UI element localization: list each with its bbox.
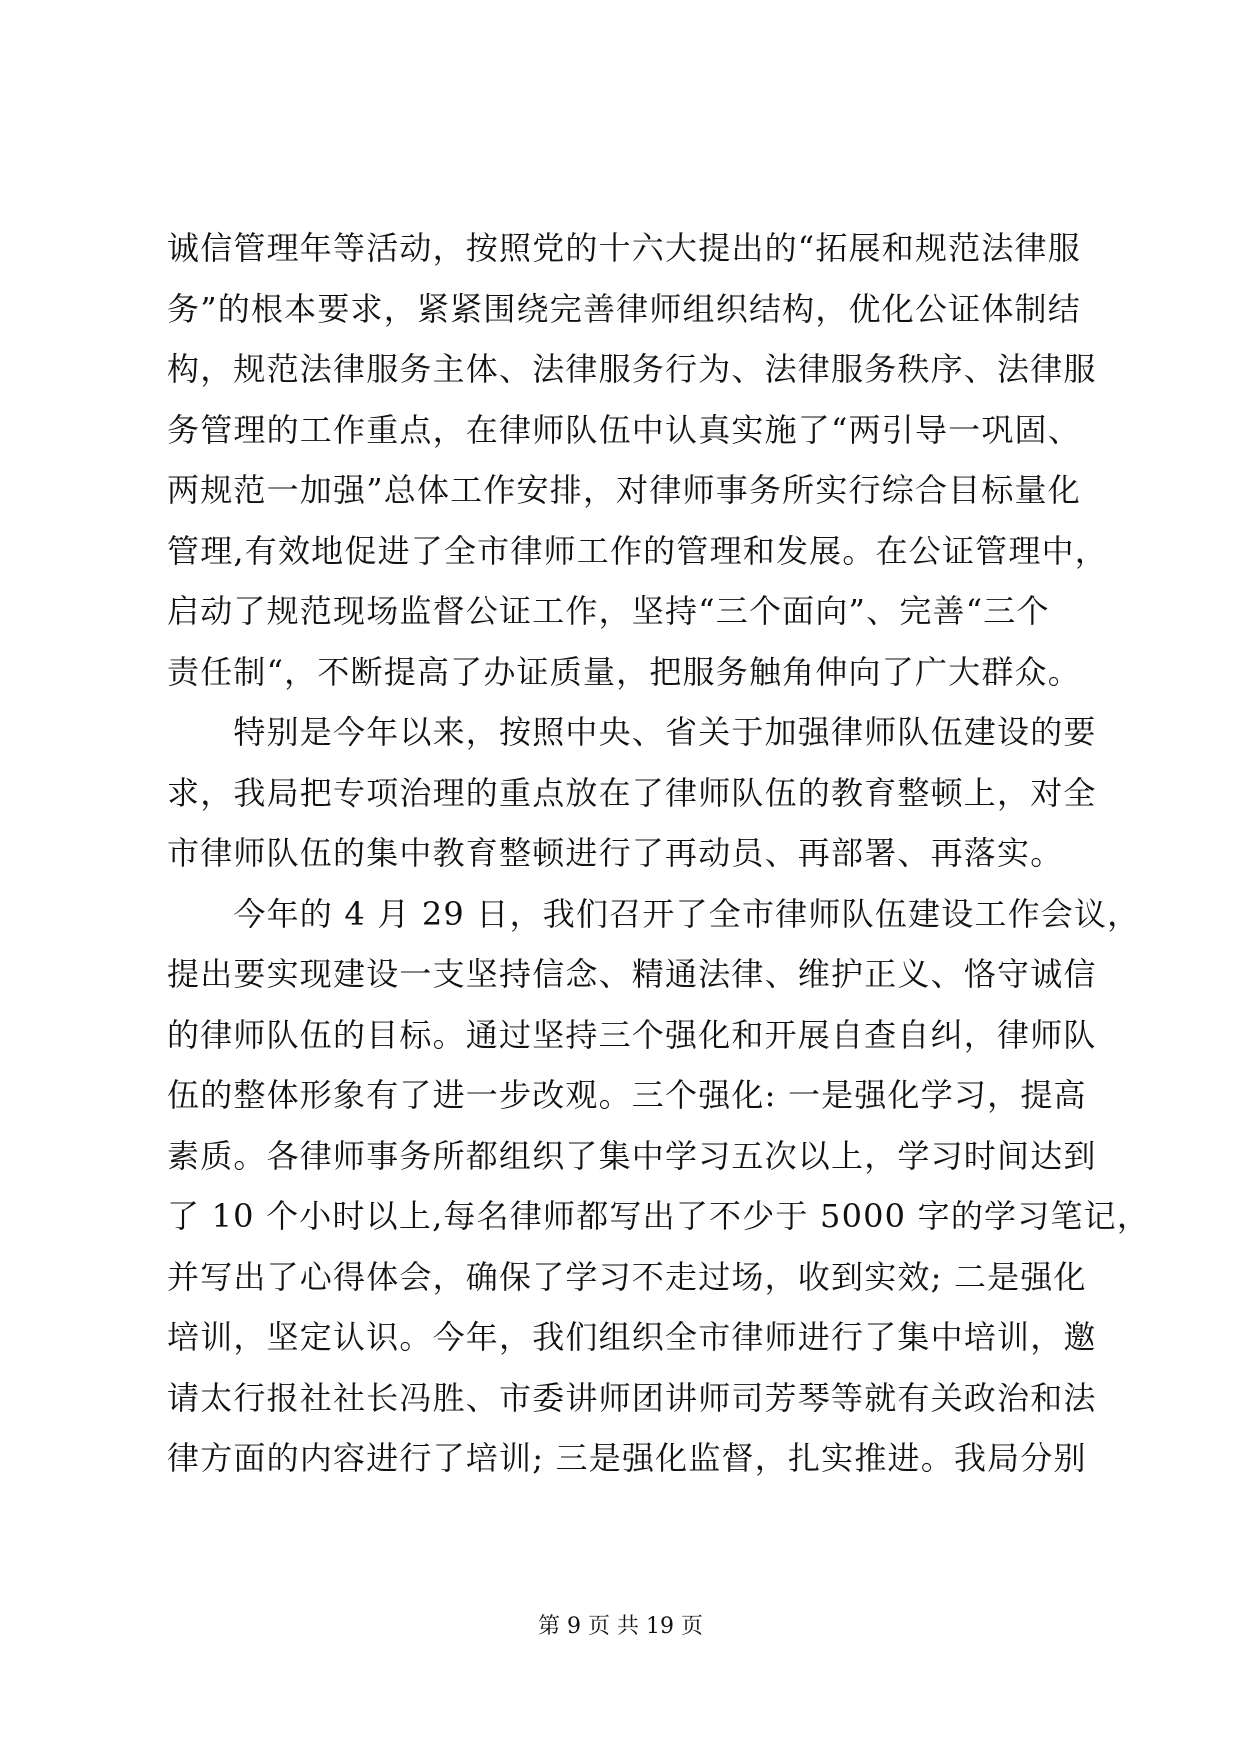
text-line: 诚信管理年等活动，按照党的十六大提出的“拓展和规范法律服 [167, 229, 1081, 267]
text-line: 启动了规范现场监督公证工作，坚持“三个面向”、完善“三个 [167, 592, 1050, 630]
text-line: 构，规范法律服务主体、法律服务行为、法律服务秩序、法律服 [167, 350, 1097, 388]
text-line: 提出要实现建设一支坚持信念、精通法律、维护正义、恪守诚信 [167, 955, 1097, 993]
text-line: 培训，坚定认识。今年，我们组织全市律师进行了集中培训，邀 [167, 1318, 1097, 1356]
text-line: 请太行报社社长冯胜、市委讲师团讲师司芳琴等就有关政治和法 [167, 1378, 1097, 1417]
text-line: 两规范一加强”总体工作安排，对律师事务所实行综合目标量化 [167, 471, 1081, 509]
text-line: 务”的根本要求，紧紧围绕完善律师组织结构，优化公证体制结 [167, 289, 1081, 328]
text-line: 素质。各律师事务所都组织了集中学习五次以上，学习时间达到 [167, 1136, 1097, 1175]
text-line: 责任制“，不断提高了办证质量，把服务触角伸向了广大群众。 [167, 652, 1081, 691]
text-line: 律方面的内容进行了培训; 三是强化监督，扎实推进。我局分别 [167, 1439, 1087, 1477]
text-line: 求，我局把专项治理的重点放在了律师队伍的教育整顿上，对全 [167, 773, 1097, 812]
text-line: 市律师队伍的集中教育整顿进行了再动员、再部署、再落实。 [167, 834, 1064, 872]
text-line: 伍的整体形象有了进一步改观。三个强化: 一是强化学习，提高 [167, 1076, 1087, 1114]
body-text [167, 228, 1151, 1499]
text-line: 管理,有效地促进了全市律师工作的管理和发展。在公证管理中， [167, 531, 1108, 570]
text-line: 的律师队伍的目标。通过坚持三个强化和开展自查自纠，律师队 [167, 1015, 1097, 1054]
page-number: 第 9 页 共 19 页 [538, 1614, 703, 1639]
text-line: 务管理的工作重点，在律师队伍中认真实施了“两引导一巩固、 [167, 410, 1081, 449]
text-line: 并写出了心得体会，确保了学习不走过场，收到实效; 二是强化 [167, 1257, 1087, 1296]
text-line: 今年的 4 月 29 日，我们召开了全市律师队伍建设工作会议， [167, 894, 1141, 933]
text-line: 了 10 个小时以上,每名律师都写出了不少于 5000 字的学习笔记， [167, 1197, 1151, 1235]
text-line: 特别是今年以来，按照中央、省关于加强律师队伍建设的要 [167, 713, 1097, 751]
